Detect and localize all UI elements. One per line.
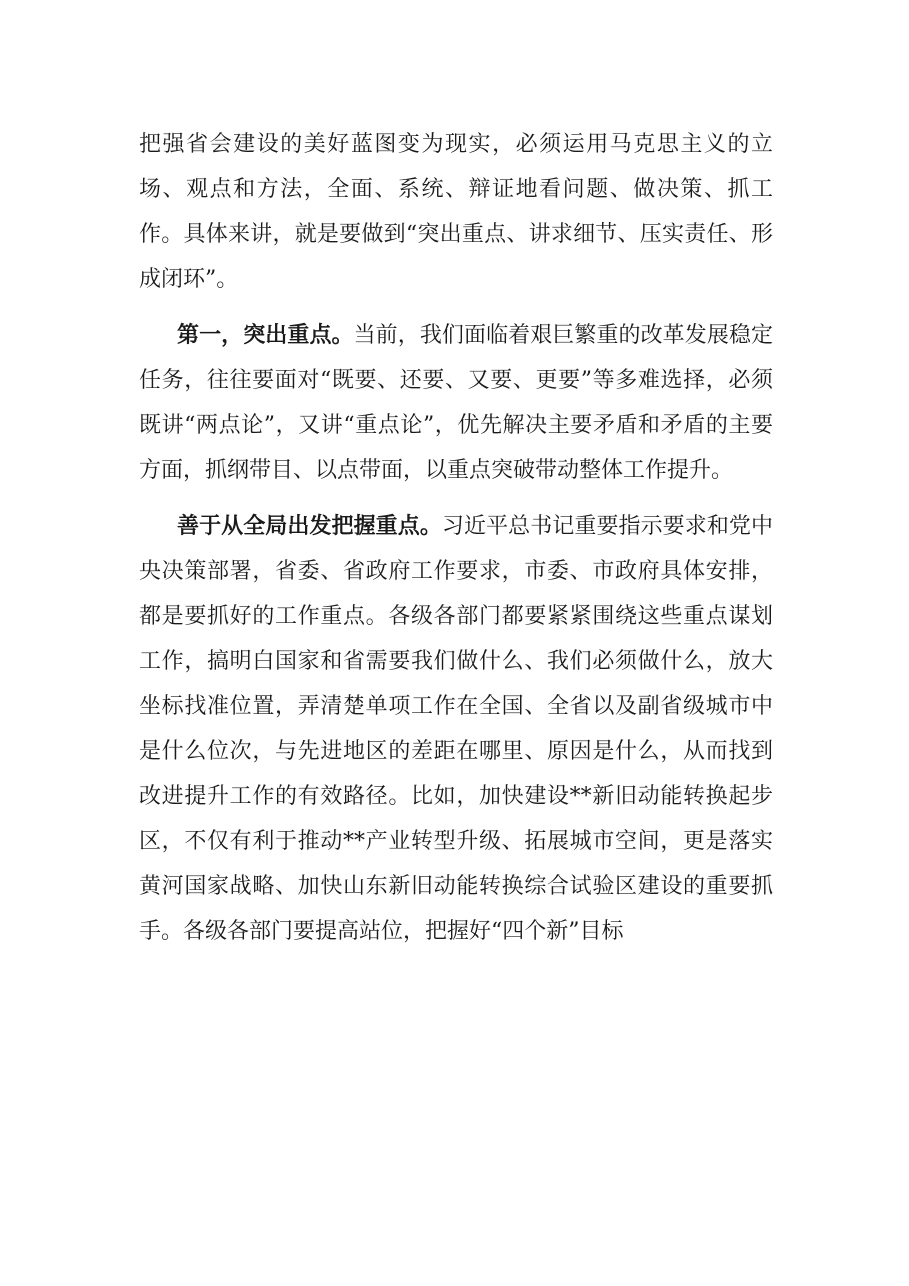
paragraph-text: 把强省会建设的美好蓝图变为现实，必须运用马克思主义的立场、观点和方法，全面、系统、辩证地看问题、做决策、抓工作。具体来讲，就是要做到“突出重点、讲求细节、压实责任、形成闭环”。: [139, 132, 773, 292]
paragraph-text: 习近平总书记重要指示要求和党中央决策部署，省委、省政府工作要求，市委、市政府具体安排，都是要抓好的工作重点。各级各部门都要紧紧围绕这些重点谋划工作，搞明白国家和省需要我们做什么、我们必须做什么，放大坐标找准位置，弄清楚单项工作在全国、全省以及副省级城市中是什么位次，与先进地区的差距在哪里、原因是什么，从而找到改进提升工作的有效路径。比如，加快建设**新旧动能转换起步区，不仅有利于推动**产业转型升级、拓展城市空间，更是落实黄河国家战略、加快山东新旧动能转换综合试验区建设的重要抓手。各级各部门要提高站位，把握好“四个新”目标: [139, 514, 773, 944]
paragraph-global-focus: [139, 504, 773, 954]
paragraph-text: 当前，我们面临着艰巨繁重的改革发展稳定任务，往往要面对“既要、还要、又要、更要”等多难选择，必须既讲“两点论”，又讲“重点论”，优先解决主要矛盾和矛盾的主要方面，抓纲带目、以点带面，以重点突破带动整体工作提升。: [139, 323, 773, 483]
paragraph-first-point: [139, 313, 773, 493]
paragraph-heading: 善于从全局出发把握重点。: [177, 514, 442, 539]
paragraph-intro: [139, 122, 773, 302]
body-text: [139, 122, 773, 965]
paragraph-heading: 第一，突出重点。: [177, 323, 354, 348]
